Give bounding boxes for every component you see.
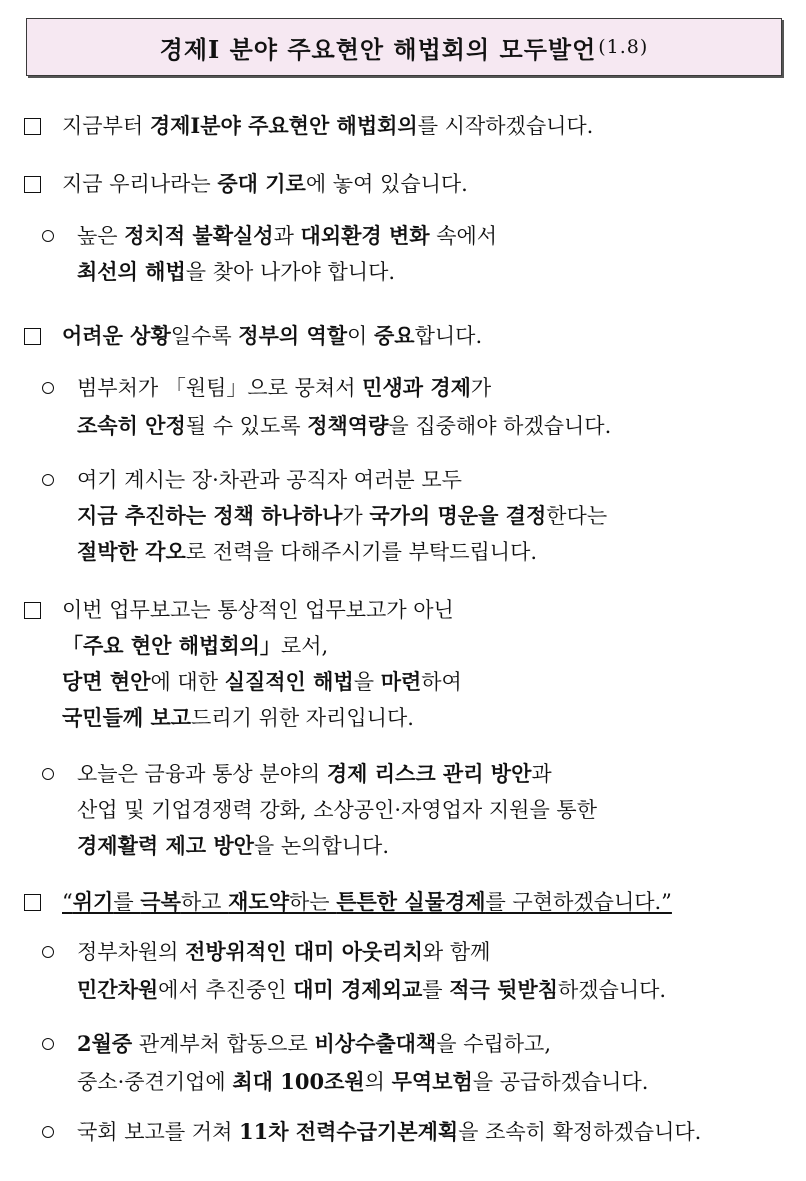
body-text: 을 집중해야 하겠습니다.: [388, 414, 612, 438]
body-text: 이: [347, 324, 375, 348]
speech-line: [77, 370, 491, 406]
body-text: 를: [422, 978, 450, 1002]
emphasis-text: 당면 현안: [62, 669, 151, 694]
body-text: 을 공급하겠습니다.: [472, 1070, 649, 1094]
title-banner: [26, 18, 782, 76]
body-text: 가: [342, 504, 370, 528]
emphasis-text: 무역보험: [391, 1069, 473, 1094]
body-text: 국회 보고를 거쳐: [77, 1120, 240, 1144]
checkbox-bullet-icon: [24, 328, 41, 345]
body-text: 이번 업무보고는 통상적인 업무보고가 아닌: [62, 598, 454, 622]
speech-line: [77, 972, 666, 1008]
emphasis-text: 경제 리스크 관리 방안: [326, 761, 532, 786]
body-text: 을 조속히 확정하겠습니다.: [458, 1120, 702, 1144]
emphasis-text: 국민들께 보고: [62, 705, 192, 730]
emphasis-text: 정치적 불확실성: [124, 223, 274, 248]
emphasis-text: 어려운 상황: [62, 323, 171, 348]
emphasis-text: 대외환경 변화: [300, 223, 430, 248]
emphasis-text: 정책역량: [307, 413, 389, 438]
body-text: 에서 추진중인: [158, 978, 294, 1002]
body-text: 을 수립하고,: [436, 1032, 552, 1056]
circle-bullet-icon: [42, 1038, 54, 1050]
body-text: 를 시작하겠습니다.: [417, 114, 594, 138]
emphasis-text: 전방위적인 대미 아웃리치: [185, 939, 423, 964]
emphasis-text: 정부의 역할: [238, 323, 348, 348]
emphasis-text: 지금 추진하는 정책 하나하나: [77, 503, 343, 528]
speech-line: [77, 462, 462, 498]
emphasis-text: 2월중: [77, 1031, 133, 1056]
speech-line: [77, 1064, 648, 1100]
emphasis-text: 최대 100조원: [232, 1069, 365, 1094]
page-title: 경제Ⅰ 분야 주요현안 해법회의 모두발언: [159, 34, 597, 64]
body-text: 과: [531, 762, 552, 786]
body-text: 범부처가 「원팀」으로 뭉쳐서: [77, 376, 363, 400]
emphasis-text: 대미 경제외교: [293, 977, 423, 1002]
body-text: 하여: [421, 670, 462, 694]
body-text: 에 대한: [150, 670, 225, 694]
emphasis-text: 11차 전력수급기본계획: [239, 1119, 459, 1144]
speech-line: [62, 592, 454, 628]
circle-bullet-icon: [42, 1126, 54, 1138]
emphasis-text: 조속히 안정: [77, 413, 186, 438]
body-text: 일수록: [170, 324, 239, 348]
emphasis-text: 재도약: [228, 889, 289, 914]
speech-line: [77, 934, 490, 970]
body-text: 를 구현하겠습니다.”: [485, 890, 672, 914]
emphasis-text: 중대 기로: [217, 171, 306, 196]
speech-line: [62, 108, 593, 144]
speech-line: [62, 318, 482, 354]
emphasis-text: 경제Ⅰ분야 주요현안 해법회의: [149, 113, 418, 138]
emphasis-text: 민간차원: [77, 977, 159, 1002]
circle-bullet-icon: [42, 768, 54, 780]
body-text: 될 수 있도록: [185, 414, 308, 438]
speech-line: [77, 408, 611, 444]
body-text: 오늘은 금융과 통상 분야의: [77, 762, 327, 786]
emphasis-text: 「주요 현안 해법회의」: [62, 633, 281, 658]
body-text: “: [62, 890, 73, 914]
body-text: 을: [353, 670, 381, 694]
body-text: 를: [113, 890, 141, 914]
emphasis-text: 중요: [374, 323, 415, 348]
speech-line: [77, 534, 537, 570]
emphasis-text: 극복: [140, 889, 181, 914]
emphasis-text: 비상수출대책: [314, 1031, 437, 1056]
body-text: 하는: [288, 890, 337, 914]
speech-line: [62, 664, 462, 700]
body-text: 와 함께: [422, 940, 491, 964]
body-text: 높은: [77, 224, 125, 248]
body-text: 관계부처 합동으로: [132, 1032, 315, 1056]
body-text: 에 놓여 있습니다.: [305, 172, 468, 196]
speech-line: [77, 756, 552, 792]
body-text: 중소·중견기업에: [77, 1070, 233, 1094]
circle-bullet-icon: [42, 382, 54, 394]
emphasis-text: 마련: [380, 669, 422, 694]
emphasis-text: 최선의 해법: [77, 259, 186, 284]
body-text: 한다는: [546, 504, 608, 528]
emphasis-text: 경제활력 제고 방안: [77, 833, 254, 858]
circle-bullet-icon: [42, 946, 54, 958]
speech-line: [62, 628, 328, 664]
speech-line: [62, 884, 672, 920]
body-text: 드리기 위한 자리입니다.: [191, 706, 414, 730]
circle-bullet-icon: [42, 474, 54, 486]
checkbox-bullet-icon: [24, 602, 41, 619]
speech-line: [77, 1114, 701, 1150]
speech-line: [77, 1026, 551, 1062]
emphasis-text: 국가의 명운을 결정: [369, 503, 547, 528]
body-text: 로서,: [280, 634, 329, 658]
body-text: 여기 계시는 장·차관과 공직자 여러분 모두: [77, 468, 462, 492]
emphasis-text: 절박한 각오: [77, 539, 186, 564]
emphasis-text: 실질적인 해법: [224, 669, 354, 694]
body-text: 가: [470, 376, 492, 400]
body-text: 하고: [180, 890, 229, 914]
body-text: 로 전력을 다해주시기를 부탁드립니다.: [185, 540, 538, 564]
emphasis-text: 적극 뒷받침: [449, 977, 558, 1002]
checkbox-bullet-icon: [24, 894, 41, 911]
body-text: 합니다.: [414, 324, 483, 348]
speech-line: [77, 218, 497, 254]
body-text: 속에서: [429, 224, 498, 248]
speech-line: [77, 498, 607, 534]
checkbox-bullet-icon: [24, 176, 41, 193]
body-text: 하겠습니다.: [557, 978, 667, 1002]
emphasis-text: 위기: [72, 889, 114, 914]
speech-line: [77, 828, 389, 864]
speech-line: [62, 700, 414, 736]
speech-line: [62, 166, 468, 202]
checkbox-bullet-icon: [24, 118, 41, 135]
body-text: 정부차원의: [77, 940, 186, 964]
body-text: 산업 및 기업경쟁력 강화, 소상공인·자영업자 지원을 통한: [77, 798, 597, 822]
body-text: 을 찾아 나가야 합니다.: [185, 260, 396, 284]
emphasis-text: 튼튼한 실물경제: [336, 889, 486, 914]
body-text: 과: [273, 224, 301, 248]
body-text: 지금부터: [62, 114, 150, 138]
emphasis-text: 민생과 경제: [362, 375, 471, 400]
speech-line: [77, 792, 597, 828]
body-text: 을 논의합니다.: [253, 834, 389, 858]
body-text: 지금 우리나라는: [62, 172, 218, 196]
circle-bullet-icon: [42, 230, 54, 242]
title-date: (1.8): [598, 36, 649, 58]
body-text: 의: [364, 1070, 392, 1094]
speech-line: [77, 254, 395, 290]
